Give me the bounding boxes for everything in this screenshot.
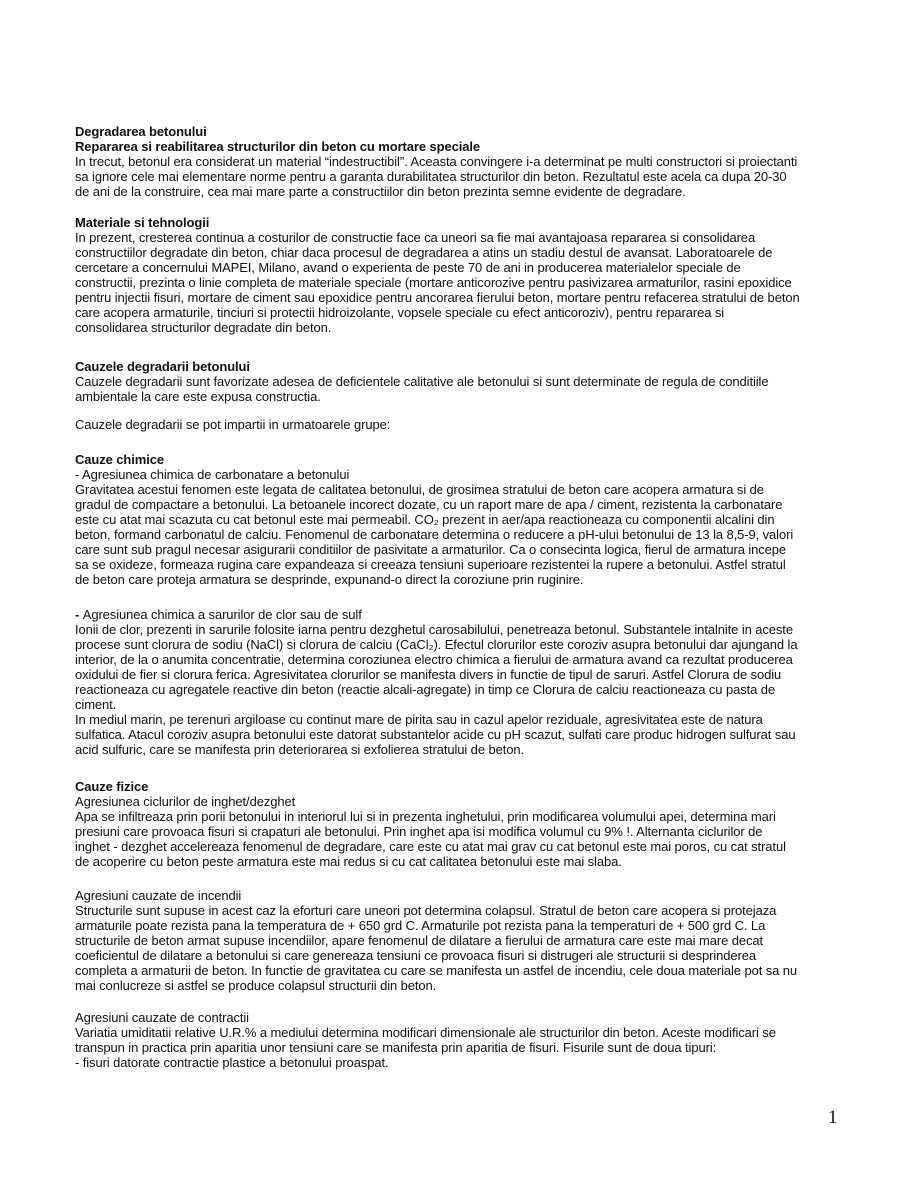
- text-line: presiuni care provoaca fisuri si crapaturi ale betonului. Prin inghet apa isi modifica volumul cu 9% !. Alternanta ciclurilor de: [75, 824, 763, 840]
- text-line: Ionii de clor, prezenti in sarurile folosite iarna pentru dezghetul carosabilului, penetreaza betonul. Substantele intalnite in aceste: [75, 622, 793, 638]
- text-line: Variatia umiditatii relative U.R.% a mediului determina modificari dimensionale ale structurilor din beton. Aceste modificari se: [75, 1025, 776, 1041]
- section-cauze-fizice: [75, 779, 786, 869]
- text-line: de beton care proteja armatura se desprinde, expunand-o direct la coroziune prin ruginire.: [75, 572, 584, 588]
- text-line: consolidarea structurilor degradate din beton.: [75, 320, 332, 336]
- text-line: Apa se infiltreaza prin porii betonului in interiorul lui si in prezenta inghetului, prin modificarea volumului apei, determina mari: [75, 809, 776, 825]
- text-line: beton, formand carbonatul de calciu. Fenomenul de carbonatare determina o reducere a pH-ului betonului de 13 la 8,5-9, valori: [75, 527, 794, 543]
- text-line: completa a armaturii de beton. In functie de gravitatea cu care se manifesta un astfel de incendiu, cele doua materiale pot sa nu: [75, 963, 798, 979]
- text-line: acid sulfuric, care se manifesta prin deteriorarea si exfolierea stratului de beton.: [75, 742, 525, 758]
- section-intro: [75, 124, 797, 199]
- text-line: Agresiuni cauzate de incendii: [75, 888, 242, 903]
- text-line: oxidului de fier si clorura ferica. Agresivitatea clorurilor se manifesta divers in functie de tipul de saruri. Astfel Clorura de sodiu: [75, 667, 782, 683]
- text-line: transpun in practica prin aparitia unor tensiuni care se manifesta prin aparitia de fisuri. Fisurile sunt de doua tipuri:: [75, 1040, 717, 1056]
- text-line: sa se oxideze, formeaza rugina care expandeaza si creeaza tensiuni superioare rezistentei la rupere a betonului. Astfel stratul: [75, 557, 786, 573]
- section-heading: Cauze fizice: [75, 779, 149, 794]
- text-line: - Agresiunea chimica a sarurilor de clor sau de sulf: [75, 607, 362, 622]
- section-heading: Repararea si reabilitarea structurilor din beton cu mortare speciale: [75, 139, 481, 155]
- bold-dash: -: [75, 607, 83, 622]
- text-line: inghet - dezghet accelereaza fenomenul de degradare, care este cu atat mai grav cu cat betonul este mai poros, cu cat stratul: [75, 839, 786, 855]
- section-agresiunea-sarurilor: [75, 607, 797, 757]
- text-line: Cauzele degradarii se pot impartii in urmatoarele grupe:: [75, 417, 391, 432]
- text-line: - Agresiunea chimica de carbonatare a betonului: [75, 467, 350, 483]
- text-line: constructii, prezinta o linie completa de materiale speciale (mortare anticorozive pentru pasivizarea armaturilor, rasini epoxidice: [75, 275, 792, 291]
- text-line: interior, de la o anumita concentratie, determina coroziunea electro chimica a fierului de armatura avand ca rezultat producerea: [75, 652, 793, 668]
- text-line: structurile de beton armat supuse incendiilor, apare fenomenul de dilatare a fierului de armatura care este mai mare decat: [75, 933, 764, 949]
- text-line: care sunt sub pragul necesar asigurarii conditiilor de pasivitate a armaturilor. Ca o consecinta logica, fierul de armatura incepe: [75, 542, 787, 558]
- text-line: gradul de compactare a betonului. La betoanele incorect dozate, cu un raport mare de apa / ciment, rezistenta la carbonatare: [75, 497, 783, 513]
- text-line: Agresiunea ciclurilor de inghet/dezghet: [75, 794, 296, 810]
- text-line: ambientale la care este expusa constructia.: [75, 389, 321, 405]
- text-line: Cauzele degradarii sunt favorizate adesea de deficientele calitative ale betonului si sunt determinate de regula de conditiile: [75, 374, 769, 390]
- section-heading: Cauze chimice: [75, 452, 165, 467]
- text-line: de ani de la construire, cea mai mare parte a constructiilor din beton prezinta semne evidente de degradare.: [75, 184, 686, 200]
- section-cauzele-degradarii: [75, 359, 768, 404]
- text-line: reactioneaza cu agregatele reactive din beton (reactie alcali-agregate) in timp ce Clorura de calciu reactioneaza cu pasta de: [75, 682, 776, 698]
- section-cauze-chimice: [75, 452, 793, 587]
- text-line: coeficientul de dilatare a betonului si care genereaza tensiuni ce provoaca fisuri si distrugeri ale structurii si desprinderea: [75, 948, 757, 964]
- section-cauze-grupe: [75, 417, 390, 432]
- section-heading: Degradarea betonului: [75, 124, 207, 139]
- text-line: de acoperire cu beton peste armatura este mai redus si cu cat calitatea betonului este mai slaba.: [75, 854, 622, 870]
- text-line: care acopera armaturile, tinciuri si protectii hidroizolante, vopsele speciale cu efect anticoroziv), pentru repararea si: [75, 305, 725, 321]
- page-number: 1: [828, 1107, 838, 1128]
- text-line: constructiilor degradate din beton, chiar daca procesul de degradarea a atins un stadiu destul de avansat. Laboratoarele de: [75, 245, 773, 261]
- text-line: sulfatica. Atacul coroziv asupra betonului este datorat substantelor acide cu pH scazut, sulfati care produc hidrogen sulfurat sau: [75, 727, 796, 743]
- section-agresiuni-contractii: [75, 1010, 776, 1070]
- section-agresiuni-incendii: [75, 888, 797, 993]
- section-heading: Materiale si tehnologii: [75, 215, 210, 230]
- text-line: este cu atat mai scazuta cu cat betonul este mai permeabil. CO₂ prezent in aer/apa reactioneaza cu componentii alcalini din: [75, 512, 775, 528]
- text-line: In prezent, cresterea continua a costurilor de constructie face ca uneori sa fie mai avantajoasa repararea si consolidarea: [75, 230, 756, 246]
- text-line: procese sunt clorura de sodiu (NaCl) si clorura de calciu (CaCl₂). Efectul clorurilor este coroziv asupra betonului dar ajungand la: [75, 637, 798, 653]
- text-line: sa ignore cele mai elementare norme pentru a garanta durabilitatea structurilor din beton. Rezultatul este acela ca dupa 20-30: [75, 169, 787, 185]
- text-line: cercetare a concernului MAPEI, Milano, avand o experienta de peste 70 de ani in producerea materialelor speciale de: [75, 260, 741, 276]
- text-line: - fisuri datorate contractie plastice a betonului proaspat.: [75, 1055, 389, 1071]
- text-line: Gravitatea acestui fenomen este legata de calitatea betonului, de grosimea stratului de beton care acopera armatura si de: [75, 482, 764, 498]
- text-line: Structurile sunt supuse in acest caz la eforturi care uneori pot determina colapsul. Stratul de beton care acopera si protejaza: [75, 903, 777, 919]
- text-line: In mediul marin, pe terenuri argiloase cu continut mare de pirita sau in cazul apelor reziduale, agresivitatea este de natura: [75, 712, 763, 728]
- text-line: In trecut, betonul era considerat un material “indestructibil”. Aceasta convingere i-a determinat pe multi constructori si proiectanti: [75, 154, 798, 170]
- section-heading: Cauzele degradarii betonului: [75, 359, 250, 374]
- text-line: pentru injectii fisuri, mortare de ciment sau epoxidice pentru ancorarea fierului beton, mortare pentru refacerea stratului de beton: [75, 290, 800, 306]
- section-materiale-si-tehnologii: [75, 215, 800, 335]
- text-line: Agresiuni cauzate de contractii: [75, 1010, 249, 1025]
- text-line: mai conlucreze si astfel se produce colapsul structurii din beton.: [75, 978, 437, 994]
- text-line: armaturile poate rezista pana la temperatura de + 650 grd C. Armaturile pot rezista pana la temperaturi de + 500 grd C. La: [75, 918, 766, 934]
- text-line: ciment.: [75, 697, 117, 713]
